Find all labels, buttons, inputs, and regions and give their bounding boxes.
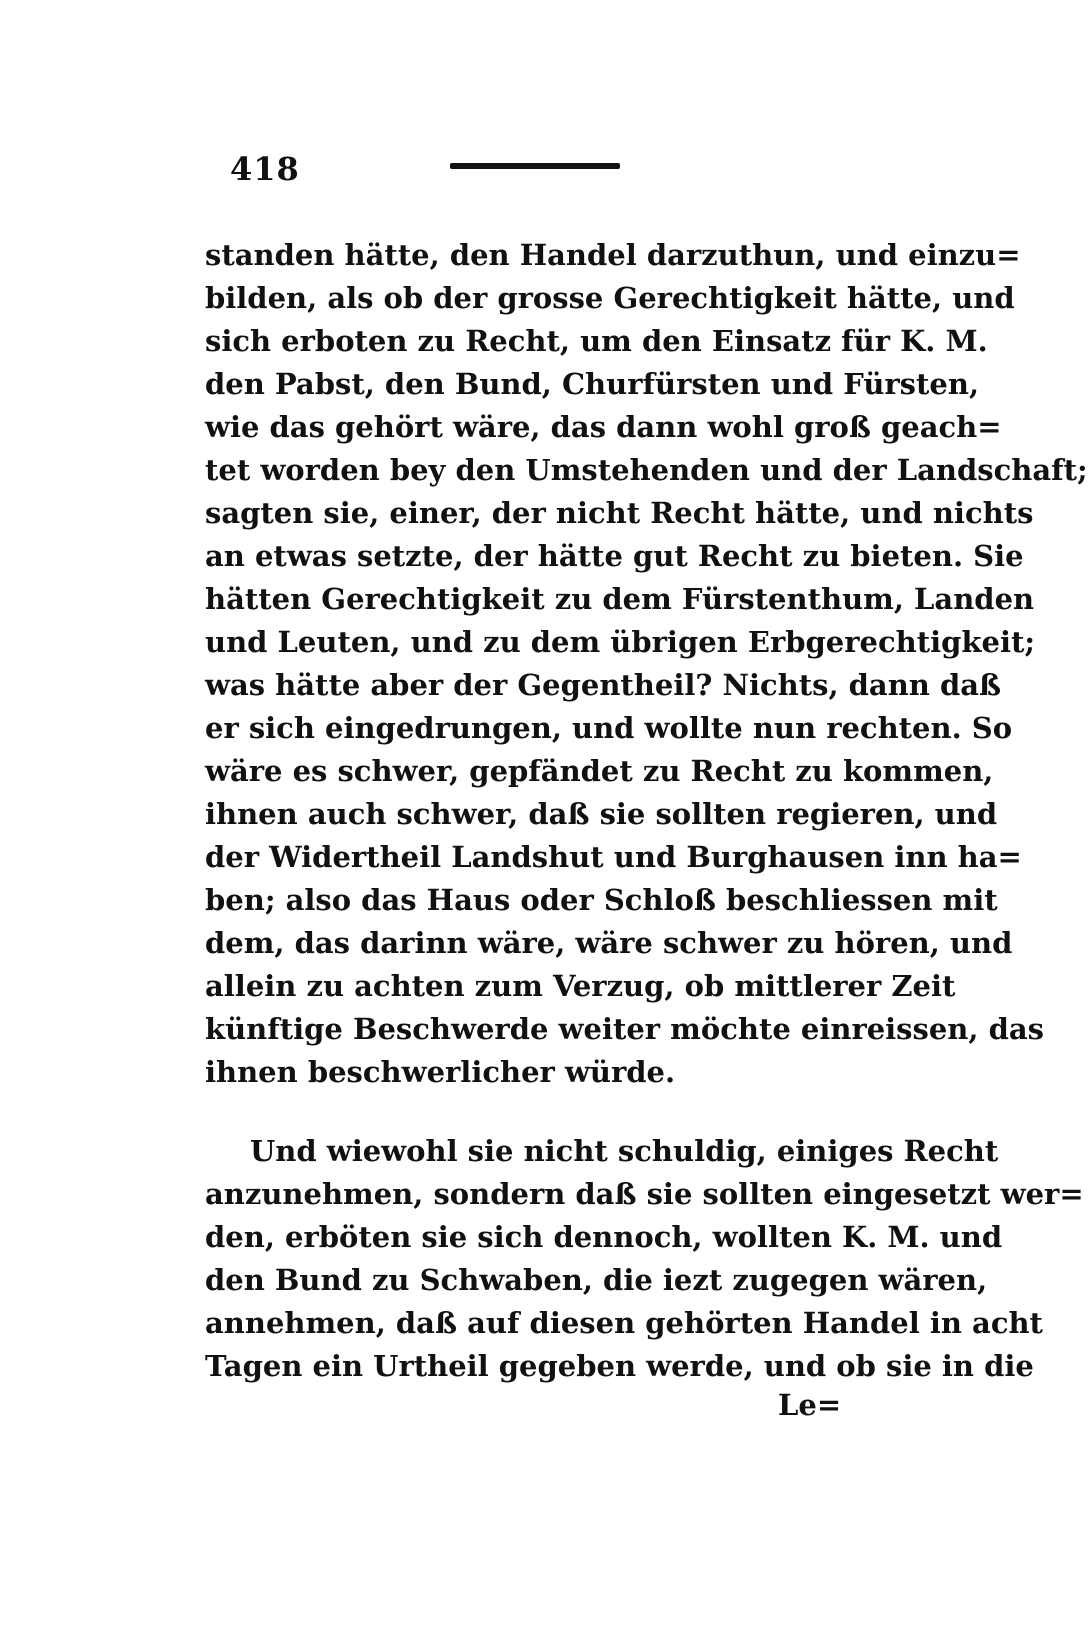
text-line: standen hätte, den Handel darzuthun, und einzu= <box>205 238 1021 272</box>
text-line: bilden, als ob der grosse Gerechtigkeit hätte, und <box>205 281 1015 315</box>
paragraph-2 <box>205 1130 1084 1388</box>
text-line: ihnen beschwerlicher würde. <box>205 1055 676 1089</box>
text-line: wie das gehört wäre, das dann wohl groß geach= <box>205 410 1002 444</box>
text-line: hätten Gerechtigkeit zu dem Fürstenthum, Landen <box>205 582 1035 616</box>
text-line: er sich eingedrungen, und wollte nun rechten. So <box>205 711 1013 745</box>
text-line: was hätte aber der Gegentheil? Nichts, dann daß <box>205 668 1002 702</box>
text-line: Tagen ein Urtheil gegeben werde, und ob sie in die <box>205 1349 1034 1383</box>
text-line: und Leuten, und zu dem übrigen Erbgerechtigkeit; <box>205 625 1036 659</box>
paragraph-1 <box>205 234 1088 1094</box>
text-line: den, erböten sie sich dennoch, wollten K. M. und <box>205 1220 1003 1254</box>
text-line: künftige Beschwerde weiter möchte einreissen, das <box>205 1012 1044 1046</box>
catchword: Le= <box>778 1388 842 1422</box>
text-line: allein zu achten zum Verzug, ob mittlerer Zeit <box>205 969 956 1003</box>
text-line: wäre es schwer, gepfändet zu Recht zu kommen, <box>205 754 994 788</box>
text-line: tet worden bey den Umstehenden und der Landschaft; <box>205 453 1088 487</box>
page-number: 418 <box>230 150 300 188</box>
text-line: ihnen auch schwer, daß sie sollten regieren, und <box>205 797 998 831</box>
text-line: an etwas setzte, der hätte gut Recht zu bieten. Sie <box>205 539 1024 573</box>
text-line: der Widertheil Landshut und Burghausen inn ha= <box>205 840 1022 874</box>
text-line: Und wiewohl sie nicht schuldig, einiges Recht <box>250 1134 999 1168</box>
text-line: sagten sie, einer, der nicht Recht hätte, und nichts <box>205 496 1034 530</box>
text-line: den Bund zu Schwaben, die iezt zugegen wären, <box>205 1263 988 1297</box>
text-line: ben; also das Haus oder Schloß beschliessen mit <box>205 883 998 917</box>
text-line: dem, das darinn wäre, wäre schwer zu hören, und <box>205 926 1013 960</box>
text-line: sich erboten zu Recht, um den Einsatz für K. M. <box>205 324 988 358</box>
text-line: den Pabst, den Bund, Churfürsten und Fürsten, <box>205 367 980 401</box>
text-line: anzunehmen, sondern daß sie sollten eingesetzt wer= <box>205 1177 1084 1211</box>
header-rule <box>450 163 620 169</box>
text-line: annehmen, daß auf diesen gehörten Handel in acht <box>205 1306 1043 1340</box>
